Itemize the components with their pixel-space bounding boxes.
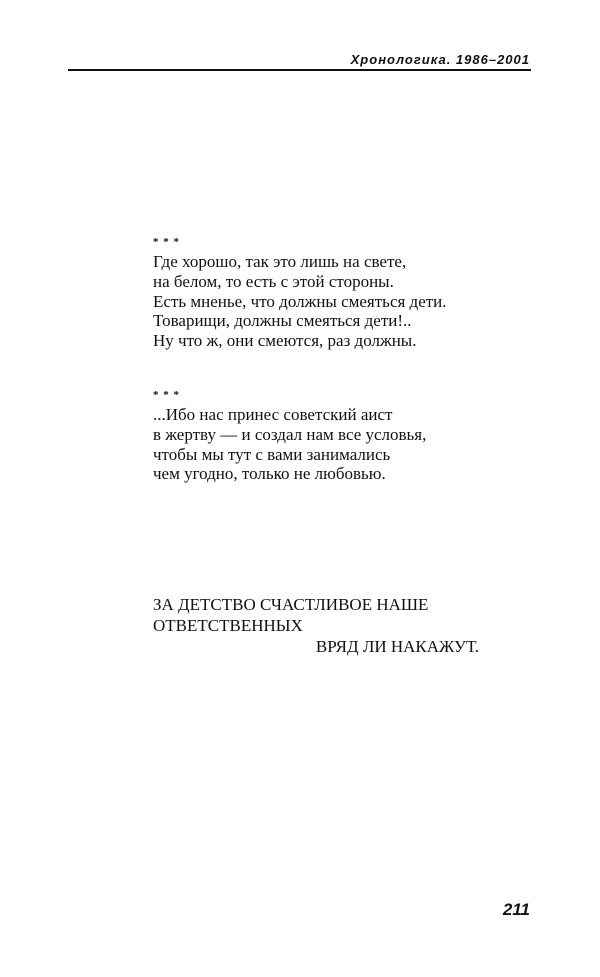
poem-line: на белом, то есть с этой стороны. <box>153 271 394 291</box>
caps-poem <box>153 594 479 657</box>
page-number: 211 <box>502 900 530 919</box>
poem-line: Есть мненье, что должны смеяться дети. <box>153 291 447 311</box>
poem-line: ОТВЕТСТВЕННЫХ <box>153 616 303 635</box>
poem-separator: * * * <box>153 389 180 401</box>
poem-line: Ну что ж, они смеются, раз должны. <box>153 331 417 351</box>
poem-line: Товарищи, должны смеяться дети!.. <box>153 311 412 331</box>
poem-2 <box>153 405 426 484</box>
poem-line: ВРЯД ЛИ НАКАЖУТ. <box>315 637 479 656</box>
running-header: Хронологика. 1986–2001 <box>350 52 530 67</box>
poem-line: ...Ибо нас принес советский аист <box>153 405 393 424</box>
header-rule <box>68 69 531 71</box>
poem-line: чтобы мы тут с вами занимались <box>153 444 391 464</box>
poem-line: ЗА ДЕТСТВО СЧАСТЛИВОЕ НАШЕ <box>153 595 429 614</box>
poem-line: чем угодно, только не любовью. <box>153 464 386 484</box>
poem-1 <box>153 252 447 351</box>
poem-line: Где хорошо, так это лишь на свете, <box>153 252 407 271</box>
poem-separator: * * * <box>153 236 180 248</box>
poem-line: в жертву — и создал нам все условья, <box>153 424 427 444</box>
